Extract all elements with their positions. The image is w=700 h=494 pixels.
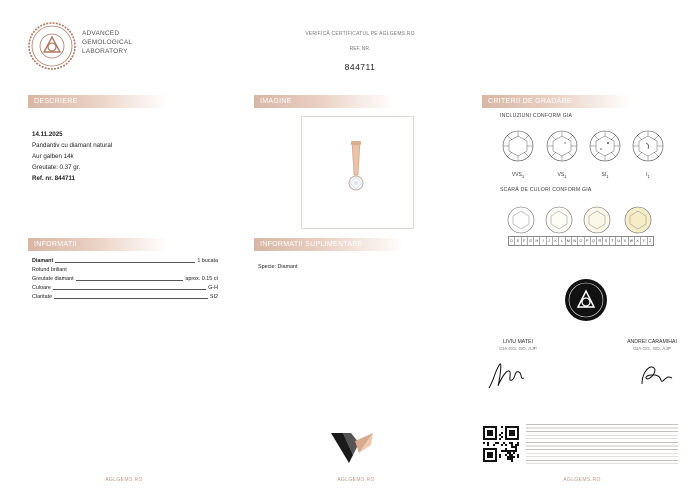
cert-date: 14.11.2025	[32, 131, 63, 138]
verify-text: VERIFICĂ CERTIFICATUL PE AGLGEMS.RO	[305, 31, 415, 37]
inclusion-label-vvs: $VVS_1$	[511, 172, 525, 179]
inclusion-diamond-i-icon	[632, 130, 664, 162]
product-image-frame	[301, 116, 414, 229]
signature-name-1: LIVIU MATEI	[503, 339, 533, 345]
color-scale-grade: N	[572, 237, 578, 245]
color-scale-grade: R	[597, 237, 603, 245]
inclusion-label-i: $I_1$	[646, 172, 650, 179]
footer-website-left: AGLGEMS.RO	[105, 477, 143, 483]
info-label: Claritate	[32, 294, 53, 300]
description-block	[32, 129, 112, 184]
legal-text-block	[526, 424, 678, 464]
pendant-image	[302, 117, 415, 230]
info-leader-line	[69, 271, 216, 272]
color-scale-grade: F	[522, 237, 528, 245]
color-diamond-3-icon	[583, 206, 611, 234]
color-scale-grade: E	[515, 237, 521, 245]
color-scale-grade: U	[616, 237, 622, 245]
section-description: DESCRIERE	[28, 95, 168, 108]
info-value: 1 bucata	[197, 258, 218, 264]
lab-seal-logo	[28, 22, 76, 70]
product-name: Pandantiv cu diamant natural	[32, 142, 113, 149]
color-scale-grade: M	[566, 237, 572, 245]
color-scale-grade: H	[534, 237, 540, 245]
color-scale-grade: L	[559, 237, 565, 245]
lab-name: ADVANCED GEMOLOGICAL LABORATORY	[82, 30, 133, 55]
info-row	[32, 276, 218, 282]
supplementary-text: Specie: Diamant	[258, 264, 298, 270]
ref-number: 844711	[344, 62, 376, 72]
info-leader-line	[53, 289, 206, 290]
info-value: G-H	[208, 285, 218, 291]
info-leader-line	[55, 262, 195, 263]
color-scale-grade: I	[540, 237, 546, 245]
inclusion-label-vs: $VS_1$	[557, 172, 567, 179]
color-scale-grade: K	[553, 237, 559, 245]
color-diamond-1-icon	[507, 206, 535, 234]
signature-1-icon	[486, 358, 528, 392]
ref-label: REF. NR.	[349, 46, 371, 52]
color-scale-grade: G	[528, 237, 534, 245]
color-scale-grade: S	[603, 237, 609, 245]
inclusions-title: INCLUZIUNI CONFORM GIA	[500, 113, 573, 119]
info-row	[32, 294, 218, 300]
info-row	[32, 258, 218, 264]
brand-v-logo	[329, 431, 375, 465]
color-scale-grade: X	[635, 237, 641, 245]
section-grading: CRITERII DE GRADARE	[482, 95, 632, 108]
inclusion-label-si: $SI_1$	[601, 172, 609, 179]
info-label: Greutate diamant	[32, 276, 74, 282]
color-scale-grade: Y	[641, 237, 647, 245]
info-label: Diamant	[32, 258, 54, 264]
metal: Aur galben 14k	[32, 153, 74, 160]
weight: Greutate: 0.37 gr.	[32, 164, 81, 171]
info-label: Rotund briliant	[32, 267, 67, 273]
footer-website-center: AGLGEMS.RO	[337, 477, 375, 483]
info-value: SI2	[209, 294, 218, 300]
color-scale-grade: Z	[649, 239, 652, 243]
inclusion-diamond-vs-icon	[546, 130, 578, 162]
lab-badge-icon	[564, 278, 608, 322]
signature-title-1: GIA GG, GD, AJP	[499, 347, 537, 352]
color-diamond-2-icon	[545, 206, 573, 234]
color-scale-grade: J	[547, 237, 553, 245]
inclusion-diamond-si-icon	[589, 130, 621, 162]
footer-website-right: AGLGEMS.RO	[563, 477, 601, 483]
signature-title-2: GIA GG, GD, AJP	[633, 347, 671, 352]
signature-2-icon	[636, 358, 676, 390]
signature-name-2: ANDREI CARAMIHAI	[627, 339, 677, 345]
color-scale-grade: T	[610, 237, 616, 245]
color-scale-grade: W	[629, 239, 633, 243]
inclusion-diamond-vvs-icon	[502, 130, 534, 162]
color-scale-grade: P	[585, 237, 591, 245]
color-diamond-4-icon	[624, 206, 652, 234]
color-scale-grade: O	[578, 237, 584, 245]
color-scale-grade: D	[509, 237, 515, 245]
color-scale	[508, 236, 654, 246]
section-image: IMAGINE	[254, 95, 394, 108]
info-leader-line	[76, 280, 184, 281]
info-row	[32, 285, 218, 291]
info-leader-line	[54, 298, 208, 299]
section-info: INFORMATII	[28, 238, 168, 251]
info-row	[32, 267, 218, 273]
ref-line: Ref. nr. 844711	[32, 175, 75, 182]
color-scale-title: SCARĂ DE CULORI CONFORM GIA	[500, 187, 592, 193]
color-scale-grade: Q	[591, 237, 597, 245]
section-supplementary: INFORMATII SUPLIMENTARE	[254, 238, 404, 251]
info-label: Culoare	[32, 285, 51, 291]
qr-code-icon	[483, 426, 519, 462]
color-scale-grade: V	[622, 237, 628, 245]
info-value: aprox. 0.15 ct	[185, 276, 218, 282]
